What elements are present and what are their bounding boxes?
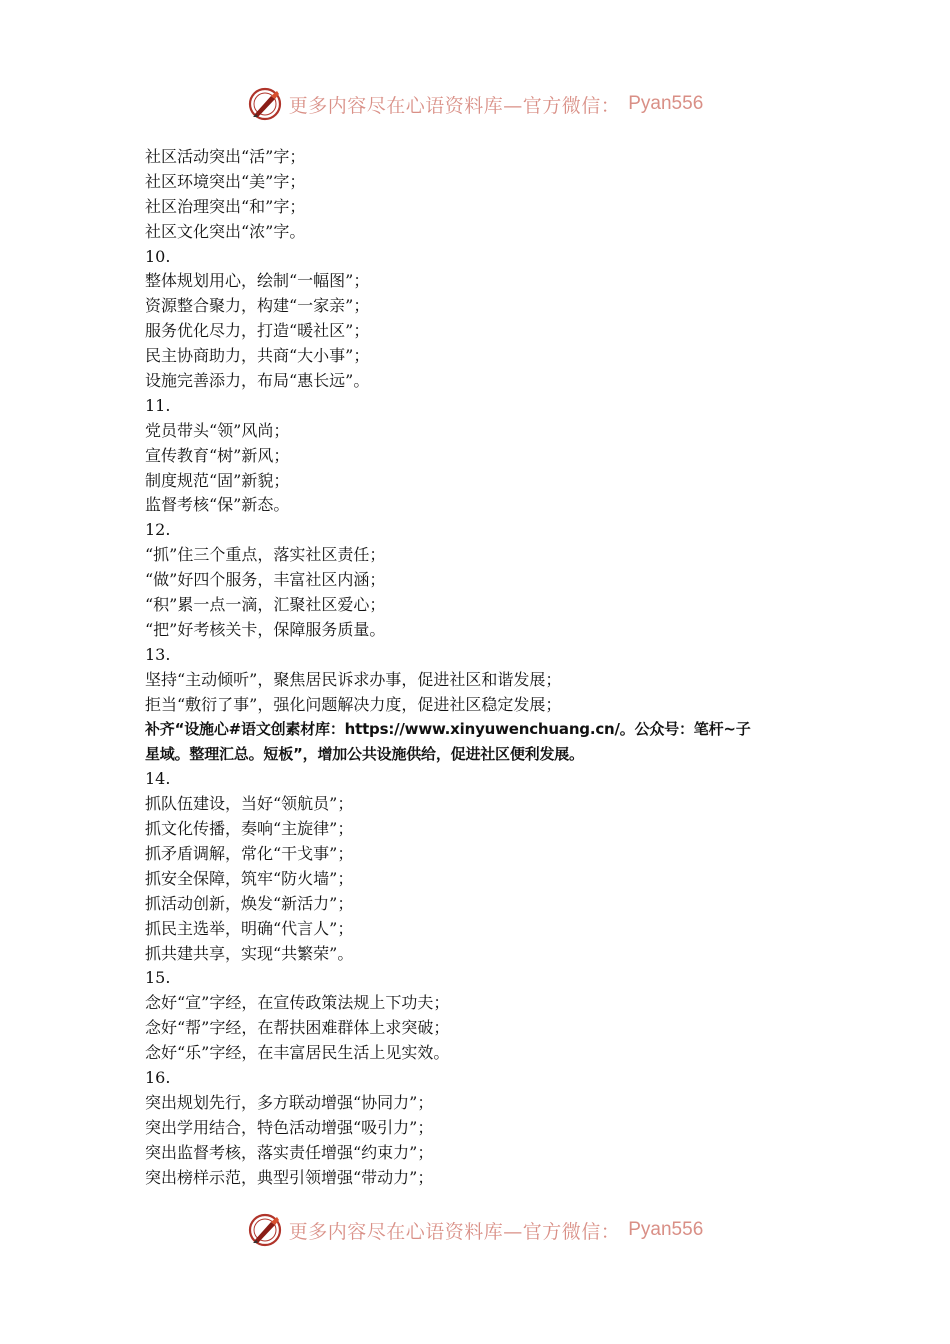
text-line: 13.: [145, 644, 171, 664]
text-line: 监督考核“保”新态。: [145, 495, 290, 515]
text-line: 坚持“主动倾听”，聚焦居民诉求办事，促进社区和谐发展；: [145, 669, 562, 689]
text-line: 突出榜样示范，典型引领增强“带动力”；: [145, 1167, 434, 1187]
text-line: 党员带头“领”风尚；: [145, 420, 290, 440]
text-line: 抓文化传播，奏响“主旋律”；: [145, 819, 354, 839]
pen-logo-icon: [247, 1212, 283, 1248]
text-line: 抓队伍建设，当好“领航员”；: [145, 794, 354, 814]
text-line: 16.: [145, 1067, 171, 1087]
text-line: 宣传教育“树”新风；: [145, 445, 290, 465]
text-line: 抓活动创新，焕发“新活力”；: [145, 893, 354, 913]
text-line: 社区活动突出“活”字；: [145, 147, 306, 166]
text-line: 念好“乐”字经，在丰富居民生活上见实效。: [145, 1043, 450, 1063]
text-line: 补齐“设施心#语文创素材库：https://www.xinyuwenchuang.cn/。公众号：笔杆~子: [145, 720, 751, 739]
text-line: 制度规范“固”新貌；: [145, 470, 290, 490]
footer-banner: [0, 1210, 950, 1250]
text-line: 拒当“敷衍了事”，强化问题解决力度，促进社区稳定发展；: [145, 694, 562, 714]
text-line: 念好“帮”字经，在帮扶困难群体上求突破；: [145, 1018, 450, 1038]
banner-text: 更多内容尽在心语资料库—官方微信：: [288, 1220, 621, 1243]
text-line: 突出规划先行，多方联动增强“协同力”；: [145, 1092, 434, 1112]
text-line: 星域。整理汇总。短板”，增加公共设施供给，促进社区便利发展。: [145, 745, 584, 764]
text-line: 抓民主选举，明确“代言人”；: [145, 918, 354, 938]
text-line: “抓”住三个重点，落实社区责任；: [145, 545, 386, 565]
text-line: 社区文化突出“浓”字。: [145, 221, 306, 241]
pen-logo-icon: [247, 86, 283, 122]
text-line: 资源整合聚力，构建“一家亲”；: [145, 296, 370, 316]
text-line: 社区环境突出“美”字；: [145, 171, 306, 191]
text-line: 15.: [145, 968, 171, 988]
text-line: “积”累一点一滴，汇聚社区爱心；: [145, 595, 386, 615]
text-line: 11.: [145, 395, 171, 415]
header-banner: [0, 84, 950, 124]
text-line: 10.: [145, 246, 171, 266]
text-line: 服务优化尽力，打造“暖社区”；: [145, 321, 370, 341]
text-line: 12.: [145, 520, 171, 540]
text-line: “把”好考核关卡，保障服务质量。: [145, 619, 386, 639]
text-line: 突出监督考核，落实责任增强“约束力”；: [145, 1142, 434, 1162]
text-line: 抓安全保障，筑牢“防火墙”；: [145, 868, 354, 888]
text-line: 设施完善添力，布局“惠长远”。: [145, 371, 370, 391]
banner-content: [247, 86, 704, 122]
text-line: 民主协商助力，共商“大小事”；: [145, 346, 370, 366]
banner-content: [247, 1212, 704, 1248]
text-line: 突出学用结合，特色活动增强“吸引力”；: [145, 1117, 434, 1137]
text-line: 念好“宣”字经，在宣传政策法规上下功夫；: [145, 993, 450, 1013]
banner-wechat-id: Pyan556: [628, 93, 704, 114]
text-line: 14.: [145, 769, 171, 789]
banner-wechat-id: Pyan556: [628, 1219, 704, 1240]
text-line: 社区治理突出“和”字；: [145, 196, 306, 216]
text-line: 整体规划用心，绘制“一幅图”；: [145, 271, 370, 291]
text-line: 抓矛盾调解，常化“干戈事”；: [145, 843, 354, 863]
text-line: “做”好四个服务，丰富社区内涵；: [145, 570, 386, 590]
text-line: 抓共建共享，实现“共繁荣”。: [145, 943, 354, 963]
banner-text: 更多内容尽在心语资料库—官方微信：: [288, 94, 621, 117]
document-body: [145, 145, 825, 1190]
